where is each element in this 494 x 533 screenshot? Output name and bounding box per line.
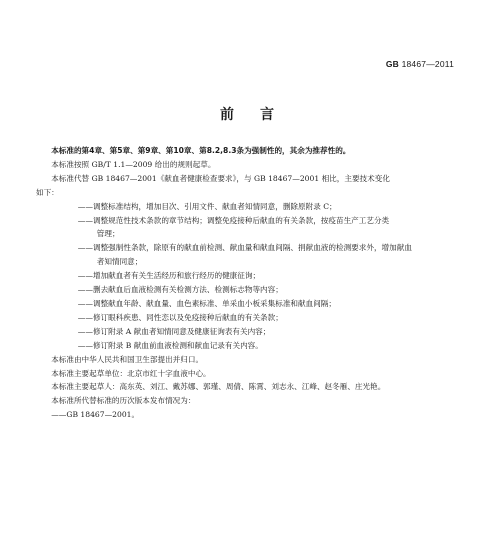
replacement-statement-cont: 如下： — [36, 187, 59, 197]
drafting-unit-statement: 本标准主要起草单位：北京市红十字血液中心。 — [51, 368, 211, 378]
standard-code: 18467—2011 — [399, 59, 454, 69]
list-item: ——调整献血年龄、献血量、血色素标准、单采血小板采集标准和献血间隔； — [77, 298, 336, 308]
list-item: ——增加献血者有关生活经历和旅行经历的健康征询； — [77, 271, 261, 281]
standard-number — [386, 59, 454, 69]
list-item: ——修订附录 A 献血者知情同意及健康征询表有关内容； — [77, 326, 271, 336]
history-item: ——GB 18467—2001。 — [51, 410, 140, 420]
replacement-statement: 本标准代替 GB 18467—2001《献血者健康检查要求》，与 GB 18467—2001 相比，主要技术变化 — [51, 173, 390, 183]
list-item: ——修订眼科疾患、同性恋以及免疫接种后献血的有关条款； — [77, 312, 283, 322]
standard-prefix: GB — [385, 59, 400, 69]
list-item: ——删去献血后血液检测有关检测方法、检测标志物等内容； — [77, 285, 283, 295]
foreword-body — [36, 144, 458, 422]
page-title: 前言 — [220, 107, 300, 123]
list-item: ——调整标准结构，增加目次、引用文件、献血者知情同意，删除原附录 C； — [77, 201, 337, 211]
list-item: ——调整强制性条款，除原有的献血前检测、献血量和献血间隔、捐献血液的检测要求外，增加献血 — [77, 243, 412, 253]
drafters-statement: 本标准主要起草人：高东英、刘江、戴苏娜、郭瑾、周倩、陈霄、刘志永、江峰、赵冬雁、庄光艳。 — [51, 382, 386, 392]
list-item-continuation: 管理； — [96, 229, 120, 239]
history-intro: 本标准所代替标准的历次版本发布情况为： — [51, 396, 196, 406]
proposer-statement: 本标准由中华人民共和国卫生部提出并归口。 — [51, 354, 204, 364]
list-item: ——调整规范性技术条款的章节结构；调整免疫接种后献血的有关条款，按疫苗生产工艺分类 — [77, 215, 390, 225]
list-item: ——修订附录 B 献血前血液检测和献血记录有关内容。 — [77, 340, 263, 350]
changes-list — [36, 200, 458, 353]
mandatory-clause-statement: 本标准的第4章、第5章、第9章、第10章、第8.2,8.3条为强制性的，其余为推荐性的。 — [51, 146, 351, 155]
drafting-rules-statement: 本标准按照 GB/T 1.1—2009 给出的规则起草。 — [51, 159, 216, 169]
list-item-continuation: 者知情同意； — [96, 257, 143, 267]
